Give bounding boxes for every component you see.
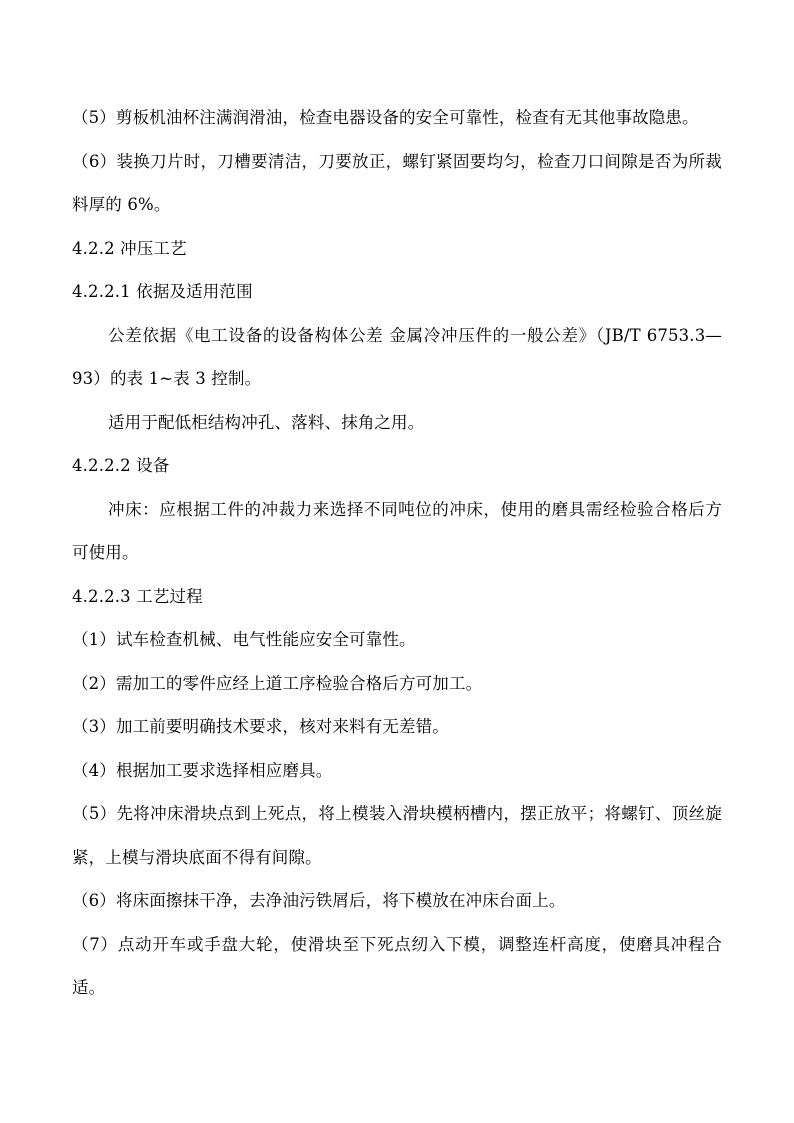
- subsection-heading-process: 4.2.2.3 工艺过程: [72, 586, 203, 606]
- paragraph-scope: 适用于配低柜结构冲孔、落料、抹角之用。: [108, 412, 425, 432]
- process-step-6: （6）将床面擦抹干净，去净油污铁屑后，将下模放在冲床台面上。: [72, 891, 566, 910]
- process-item-6: （6）装换刀片时，刀槽要清洁，刀要放正，螺钉紧固要均匀，检查刀口间隙是否为所裁料厚的 6%。: [72, 151, 722, 214]
- subsection-heading-basis: 4.2.2.1 依据及适用范围: [72, 282, 253, 301]
- process-step-3: （3）加工前要明确技术要求，核对来料有无差错。: [72, 717, 449, 736]
- process-step-2: （2）需加工的零件应经上道工序检验合格后方可加工。: [72, 673, 483, 693]
- subsection-heading-equipment: 4.2.2.2 设备: [72, 456, 170, 475]
- process-step-5: （5）先将冲床滑块点到上死点，将上模装入滑块模柄槽内，摆正放平；将螺钉、顶丝旋紧，上模与滑块底面不得有间隙。: [72, 804, 722, 867]
- document-body: [72, 96, 722, 1010]
- paragraph-press-machine: 冲床：应根据工件的冲裁力来选择不同吨位的冲床，使用的磨具需经检验合格后方可使用。: [72, 499, 722, 562]
- paragraph-tolerance-basis: 公差依据《电工设备的设备构体公差 金属冷冲压件的一般公差》（JB/T 6753.3—93）的表 1~表 3 控制。: [72, 325, 722, 388]
- process-step-4: （4）根据加工要求选择相应磨具。: [72, 760, 333, 780]
- process-step-7: （7）点动开车或手盘大轮，使滑块至下死点纫入下模，调整连杆高度，使磨具冲程合适。: [72, 934, 722, 997]
- process-step-1: （1）试车检查机械、电气性能应安全可靠性。: [72, 630, 416, 649]
- process-item-5: （5）剪板机油杯注满润滑油，检查电器设备的安全可靠性，检查有无其他事故隐患。: [72, 108, 699, 127]
- section-heading-stamping: 4.2.2 冲压工艺: [72, 238, 187, 258]
